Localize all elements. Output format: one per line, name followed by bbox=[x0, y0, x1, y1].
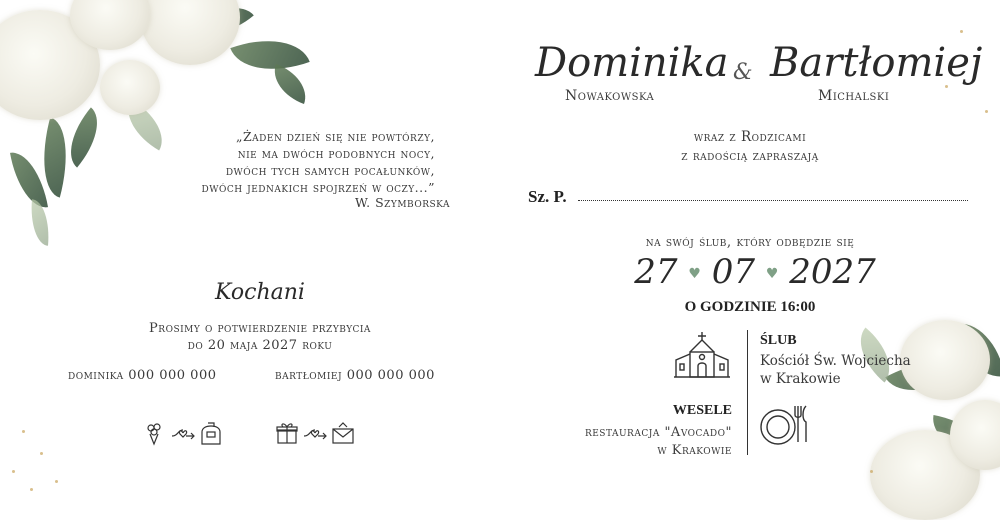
reception-title: WESELE bbox=[672, 403, 732, 418]
quote-line: nie ma dwóch podobnych nocy, bbox=[237, 146, 435, 161]
groom-last-name: Michalski bbox=[818, 88, 890, 104]
rsvp-line: Prosimy o potwierdzenie przybycia bbox=[149, 321, 371, 336]
reception-line: w Krakowie bbox=[657, 443, 732, 458]
recipient-line bbox=[578, 200, 968, 201]
invite-line: na swój ślub, który odbędzie się bbox=[645, 234, 855, 250]
groom-first-name: Bartłomiej bbox=[770, 40, 983, 86]
quote-line: dwóch jednakich spojrzeń w oczy...” bbox=[201, 180, 435, 195]
together-line: z radością zapraszają bbox=[681, 148, 819, 164]
rsvp-line: do 20 maja 2027 roku bbox=[187, 338, 333, 353]
recipient-label: Sz. P. bbox=[528, 187, 567, 206]
divider-line bbox=[747, 330, 748, 455]
bride-last-name: Nowakowska bbox=[565, 88, 655, 104]
quote-line: „Żaden dzień się nie powtórzy, bbox=[236, 129, 435, 144]
reception-location bbox=[540, 424, 732, 460]
ceremony-title: ŚLUB bbox=[760, 333, 797, 348]
ceremony-location bbox=[760, 352, 911, 388]
contact-bride: dominika 000 000 000 bbox=[68, 368, 217, 383]
envelope-icon bbox=[330, 420, 356, 446]
bride-first-name: Dominika bbox=[535, 40, 729, 86]
together-line: wraz z Rodzicami bbox=[693, 129, 807, 145]
date-day: 27 bbox=[634, 252, 678, 292]
ceremony-line: Kościół Św. Wojciecha bbox=[760, 353, 911, 369]
rsvp-text bbox=[100, 320, 420, 354]
quote bbox=[145, 128, 435, 196]
floral-decoration-top-left bbox=[0, 0, 320, 250]
reception-line: restauracja "Avocado" bbox=[584, 425, 732, 440]
date-year: 2027 bbox=[789, 252, 876, 292]
quote-author: W. Szymborska bbox=[354, 195, 450, 210]
floral-decoration-bottom-right bbox=[830, 300, 1000, 500]
gift-icon bbox=[274, 420, 300, 446]
church-icon bbox=[672, 330, 732, 380]
rsvp-heading: Kochani bbox=[215, 280, 305, 305]
ampersand: & bbox=[733, 60, 753, 85]
contact-groom: bartłomiej 000 000 000 bbox=[275, 368, 435, 383]
ceremony-line: w Krakowie bbox=[760, 371, 841, 387]
date-month: 07 bbox=[711, 252, 755, 292]
mailbox-icon bbox=[198, 420, 224, 446]
with-parents-text bbox=[600, 128, 900, 166]
quote-line: dwóch tych samych pocałunków, bbox=[225, 163, 435, 178]
heart-icon: ♥ bbox=[765, 266, 779, 282]
flower-bouquet-icon bbox=[142, 420, 168, 446]
icons-group-right bbox=[274, 420, 356, 446]
wedding-date bbox=[630, 252, 880, 292]
icons-group-left bbox=[142, 420, 224, 446]
heart-arrow-icon bbox=[170, 420, 196, 446]
heart-arrow-icon bbox=[302, 420, 328, 446]
ceremony-hour: O GODZINIE 16:00 bbox=[684, 299, 816, 315]
heart-icon: ♥ bbox=[688, 266, 701, 282]
plate-cutlery-icon bbox=[758, 400, 810, 446]
